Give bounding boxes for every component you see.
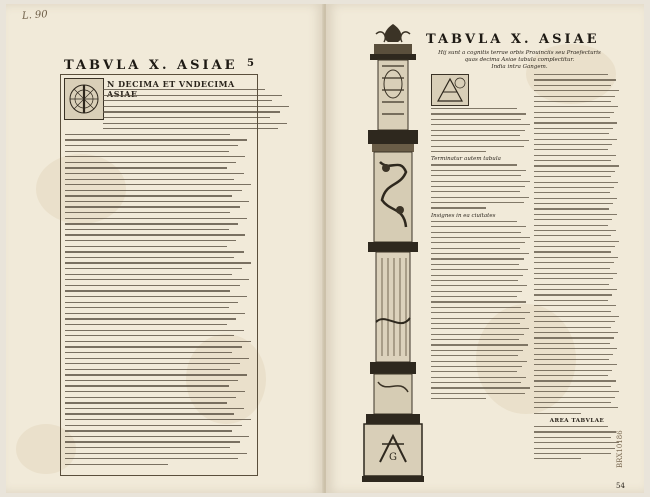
text-line [65,436,249,437]
text-line [103,89,265,90]
text-line [534,90,619,91]
text-line [65,374,247,375]
text-line [534,316,619,317]
text-line [534,386,611,387]
text-line [431,170,526,171]
ornamental-column [360,22,426,484]
text-line [65,162,236,163]
text-line [431,264,519,265]
text-line [431,280,518,281]
text-line [534,230,616,231]
text-line [534,426,608,427]
text-line [431,323,520,324]
text-line [65,402,227,403]
text-line [65,302,238,303]
text-line [534,171,615,172]
middle-column [431,74,531,404]
text-line [431,334,524,335]
running-head-left [64,58,254,73]
text-line [65,145,238,146]
text-line [431,296,517,297]
text-line [65,324,227,325]
text-line [534,251,611,252]
text-line [431,108,517,109]
text-line [65,380,238,381]
text-line [431,398,486,399]
text-line [65,240,236,241]
text-line [65,335,234,336]
text-line [103,117,270,118]
text-line [65,397,236,398]
text-line [431,291,522,292]
text-line [534,133,609,134]
text-line [65,346,242,347]
text-line [431,307,521,308]
text-line [534,359,609,360]
text-line [431,344,528,345]
text-line [431,191,520,192]
running-head-right: TABVLA X. ASIAE [426,32,600,47]
text-line [534,187,614,188]
text-line [431,186,525,187]
text-line [65,391,245,392]
text-line [431,151,486,152]
decorated-initial-right [431,74,469,106]
text-line [534,262,614,263]
text-line [65,447,230,448]
page-number-left: 5 [247,58,254,69]
text-line [431,207,486,208]
text-line [534,354,613,355]
text-line [65,251,244,252]
text-line [431,339,519,340]
text-line [534,182,618,183]
text-line [65,206,240,207]
text-line [431,232,521,233]
middle-text-lines-a [431,108,531,152]
text-line [534,219,612,220]
text-line [65,134,230,135]
text-line [431,387,530,388]
text-line [65,201,249,202]
text-line [534,235,611,236]
text-line [534,284,609,285]
text-line [534,442,619,443]
text-line [65,246,227,247]
text-line [534,402,611,403]
text-line [534,257,618,258]
manuscript-note: L. 90 [21,9,49,22]
text-line [431,301,526,302]
text-line [431,285,527,286]
text-line [65,139,247,140]
text-line [431,377,526,378]
running-head-left-title: TABVLA X. ASIAE [64,58,238,73]
text-line [65,268,242,269]
text-line [534,332,618,333]
text-line [431,366,522,367]
text-line [534,176,611,177]
text-line [534,300,608,301]
text-line [534,192,610,193]
text-line [534,101,611,102]
text-line [534,144,612,145]
text-line [534,208,609,209]
text-line [534,327,611,328]
text-line [65,408,244,409]
text-line [534,139,617,140]
text-line [534,364,617,365]
intro-heading: N DECIMA ET VNDECIMA [107,79,235,89]
text-line [431,113,526,114]
right-column [534,74,620,464]
text-line [65,307,229,308]
text-line [431,226,526,227]
text-line [431,361,527,362]
svg-text:G: G [389,452,397,463]
text-line [431,130,525,131]
text-line [534,375,608,376]
text-line [431,119,521,120]
text-line [431,328,529,329]
text-line [431,371,517,372]
text-line [534,343,610,344]
text-line [65,441,240,442]
text-line [431,275,523,276]
text-line [534,448,615,449]
text-line [431,175,521,176]
text-line [431,181,530,182]
text-line [65,358,249,359]
text-line [431,202,524,203]
text-line [534,79,616,80]
text-line [534,155,616,156]
text-line [431,146,524,147]
text-line [534,370,612,371]
text-line [534,225,608,226]
text-line [534,453,611,454]
text-line [534,165,619,166]
text-line [534,397,615,398]
text-line [65,212,230,213]
text-line [534,431,616,432]
text-line [534,321,615,322]
text-line [534,160,611,161]
text-line [65,173,244,174]
text-line [65,274,232,275]
text-line [431,135,520,136]
inventory-stamp: BRX10186 [616,430,624,468]
body-text-lines [65,89,253,471]
text-line [103,100,272,101]
subtitle-right [422,50,617,71]
text-line [534,348,617,349]
text-line [103,128,278,129]
text-line [534,246,615,247]
text-line [65,195,232,196]
text-block-left [60,74,258,476]
text-line [65,179,234,180]
text-line [534,117,610,118]
text-line [431,221,517,222]
text-line [65,458,238,459]
text-line [103,106,289,107]
text-line [534,112,614,113]
right-text-lines [534,74,620,414]
text-line [534,407,618,408]
text-line [103,123,287,124]
middle-text-lines-b [431,164,531,208]
text-line [431,237,530,238]
text-line [431,393,525,394]
text-line [534,106,618,107]
right-text-lines-end [534,426,620,459]
text-line [431,124,530,125]
middle-text-lines-c [431,221,531,400]
text-line [534,96,615,97]
text-line [534,273,617,274]
text-line [534,198,617,199]
text-line [65,419,251,420]
text-line [534,74,608,75]
text-line [431,269,528,270]
text-line [65,453,247,454]
text-line [534,311,611,312]
page-number-right: 54 [616,482,625,490]
text-line [431,140,529,141]
text-line [534,294,612,295]
area-heading: AREA TABVLAE [549,418,605,424]
text-line [65,229,229,230]
text-line [534,278,613,279]
atlas-sheet [6,4,644,493]
text-line [431,318,525,319]
text-line [65,318,236,319]
text-line [65,330,244,331]
text-line [431,382,521,383]
text-line [65,151,229,152]
text-line [65,290,230,291]
section-heading-insignes: Insignes in ea ciuitates [431,212,496,219]
text-line [534,85,611,86]
subtitle-line: India intra Gangem. [491,64,548,70]
text-line [65,279,249,280]
text-line [65,363,240,364]
text-line [103,111,280,112]
text-line [65,352,232,353]
text-line [65,464,168,465]
text-line [65,167,227,168]
text-line [534,128,613,129]
text-line [431,197,529,198]
text-line [534,203,613,204]
text-line [65,341,251,342]
text-line [65,285,240,286]
text-line [431,312,530,313]
text-line [534,122,617,123]
text-line [534,391,619,392]
text-line [534,289,617,290]
text-line [534,380,616,381]
text-line [65,385,229,386]
text-line [65,413,234,414]
text-line [431,258,524,259]
text-line [431,248,520,249]
text-line [65,190,242,191]
text-line [65,184,251,185]
text-line [534,214,617,215]
text-line [534,268,610,269]
text-line [534,305,616,306]
text-line [534,437,611,438]
text-line [534,337,614,338]
text-line [65,369,230,370]
text-line [534,149,608,150]
text-line [65,257,234,258]
text-line [431,355,518,356]
subtitle-line: Hij sunt a cognitis terrae orbis Prouinciis seu Praefecturis [438,50,601,56]
text-line [65,296,247,297]
section-heading-terminatur: Terminatur autem tabula [431,156,501,163]
text-line [431,164,517,165]
text-line [534,458,581,459]
text-line [534,241,619,242]
text-line [431,242,525,243]
text-line [534,413,581,414]
text-line [65,156,245,157]
text-line [65,223,238,224]
text-line [65,262,251,263]
text-line [431,253,529,254]
text-line [65,430,232,431]
text-line [65,234,245,235]
text-line [431,350,523,351]
subtitle-line: quas decima Asiae tabula complectitur. [464,57,575,63]
text-line [65,425,242,426]
text-line [65,313,245,314]
text-line [103,95,282,96]
text-line [65,218,247,219]
